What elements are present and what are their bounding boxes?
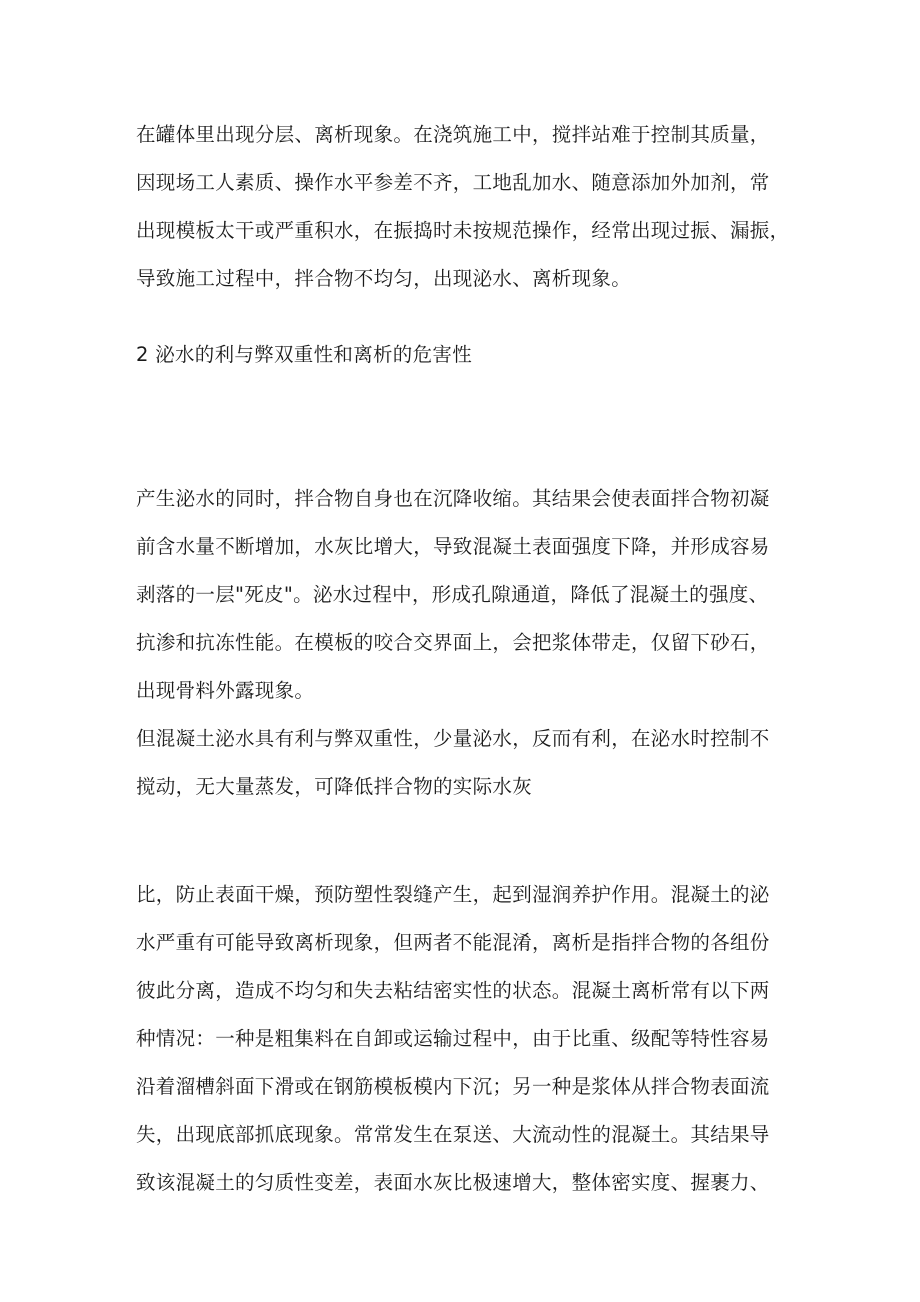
paragraph-line: 出现骨料外露现象。 <box>136 679 315 702</box>
paragraph-line: 但混凝土泌水具有利与弊双重性，少量泌水，反而有利，在泌水时控制不 <box>136 727 770 750</box>
paragraph-line: 比，防止表面干燥，预防塑性裂缝产生，起到湿润养护作用。混凝土的泌 <box>136 883 770 906</box>
paragraph-line: 产生泌水的同时，拌合物自身也在沉降收缩。其结果会使表面拌合物初凝 <box>136 487 770 510</box>
paragraph-line: 致该混凝土的匀质性变差，表面水灰比极速增大，整体密实度、握裹力、 <box>136 1171 770 1194</box>
paragraph-line: 剥落的一层"死皮"。泌水过程中，形成孔隙通道，降低了混凝土的强度、 <box>136 583 769 606</box>
paragraph-line: 导致施工过程中，拌合物不均匀，出现泌水、离析现象。 <box>136 267 632 290</box>
paragraph-line: 抗渗和抗冻性能。在模板的咬合交界面上，会把浆体带走，仅留下砂石， <box>136 631 770 654</box>
paragraph-line: 在罐体里出现分层、离析现象。在浇筑施工中，搅拌站难于控制其质量， <box>136 123 770 146</box>
paragraph-line: 水严重有可能导致离析现象，但两者不能混淆，离析是指拌合物的各组份 <box>136 931 770 954</box>
paragraph-line: 失，出现底部抓底现象。常常发生在泵送、大流动性的混凝土。其结果导 <box>136 1123 770 1146</box>
paragraph-line: 种情况：一种是粗集料在自卸或运输过程中，由于比重、级配等特性容易 <box>136 1027 770 1050</box>
paragraph-line: 彼此分离，造成不均匀和失去粘结密实性的状态。混凝土离析常有以下两 <box>136 979 770 1002</box>
paragraph-line: 前含水量不断增加，水灰比增大，导致混凝土表面强度下降，并形成容易 <box>136 535 770 558</box>
section-heading: 2 泌水的利与弊双重性和离析的危害性 <box>136 343 473 366</box>
paragraph-line: 出现模板太干或严重积水，在振捣时未按规范操作，经常出现过振、漏振， <box>136 219 790 242</box>
paragraph-line: 因现场工人素质、操作水平参差不齐，工地乱加水、随意添加外加剂，常 <box>136 171 770 194</box>
paragraph-line: 搅动，无大量蒸发，可降低拌合物的实际水灰 <box>136 775 533 798</box>
paragraph-line: 沿着溜槽斜面下滑或在钢筋模板模内下沉；另一种是浆体从拌合物表面流 <box>136 1075 770 1098</box>
